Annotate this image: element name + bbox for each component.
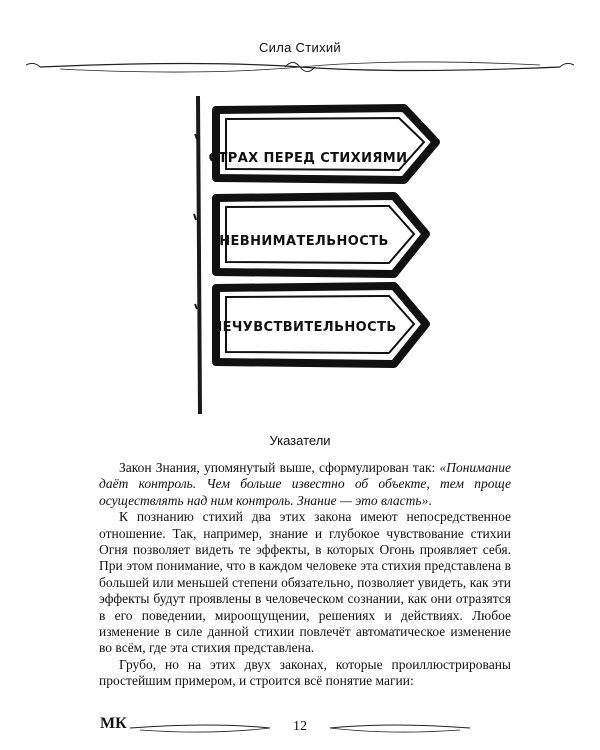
quote: «Понимание даёт контроль. Чем больше известно об объекте, тем проще осуществлять над ним контроль. Знание — это власть» [99, 460, 511, 508]
signpost-illustration [186, 94, 446, 424]
sign-3-label: НЕЧУВСТВИТЕЛЬНОСТЬ [211, 320, 397, 335]
publisher-logo: МК [100, 715, 127, 732]
paragraph-3: Грубо, но на этих двух законах, которые проиллюстрированы простейшим примером, и строится всё понятие магии: [99, 656, 511, 689]
sign-1 [216, 108, 436, 180]
figure-caption: Указатели [269, 433, 331, 448]
sign-1-label: СТРАХ ПЕРЕД СТИХИЯМИ [208, 151, 408, 166]
body-text [99, 460, 511, 690]
header-ornament [0, 56, 600, 78]
page-number: 12 [293, 719, 307, 734]
sign-2-label: НЕВНИМАТЕЛЬНОСТЬ [219, 234, 389, 249]
paragraph-2: К познанию стихий два этих закона имеют непосредственное отношение. Так, например, знание и глубокое чувствование стихии Огня позволяет видеть те эффекты, в которых Огонь проявляет себя. При этом понимание, что в каждом человеке эта стихия представлена в большей или меньшей степени обязательно, позволяет увидеть, как эти эффекты будут проявлены в человеческом сознании, как они отразятся в его поведении, мироощущении, решениях и действиях. Любое изменение в силе данной стихии повлечёт автоматическое изменение во всём, где эта стихия представлена. [99, 509, 511, 656]
paragraph-1: Закон Знания, упомянутый выше, сформулирован так: «Понимание даёт контроль. Чем больше известно об объекте, тем проще осуществлять над ним контроль. Знание — это власть». [99, 460, 511, 508]
running-title: Сила Стихий [258, 40, 341, 55]
